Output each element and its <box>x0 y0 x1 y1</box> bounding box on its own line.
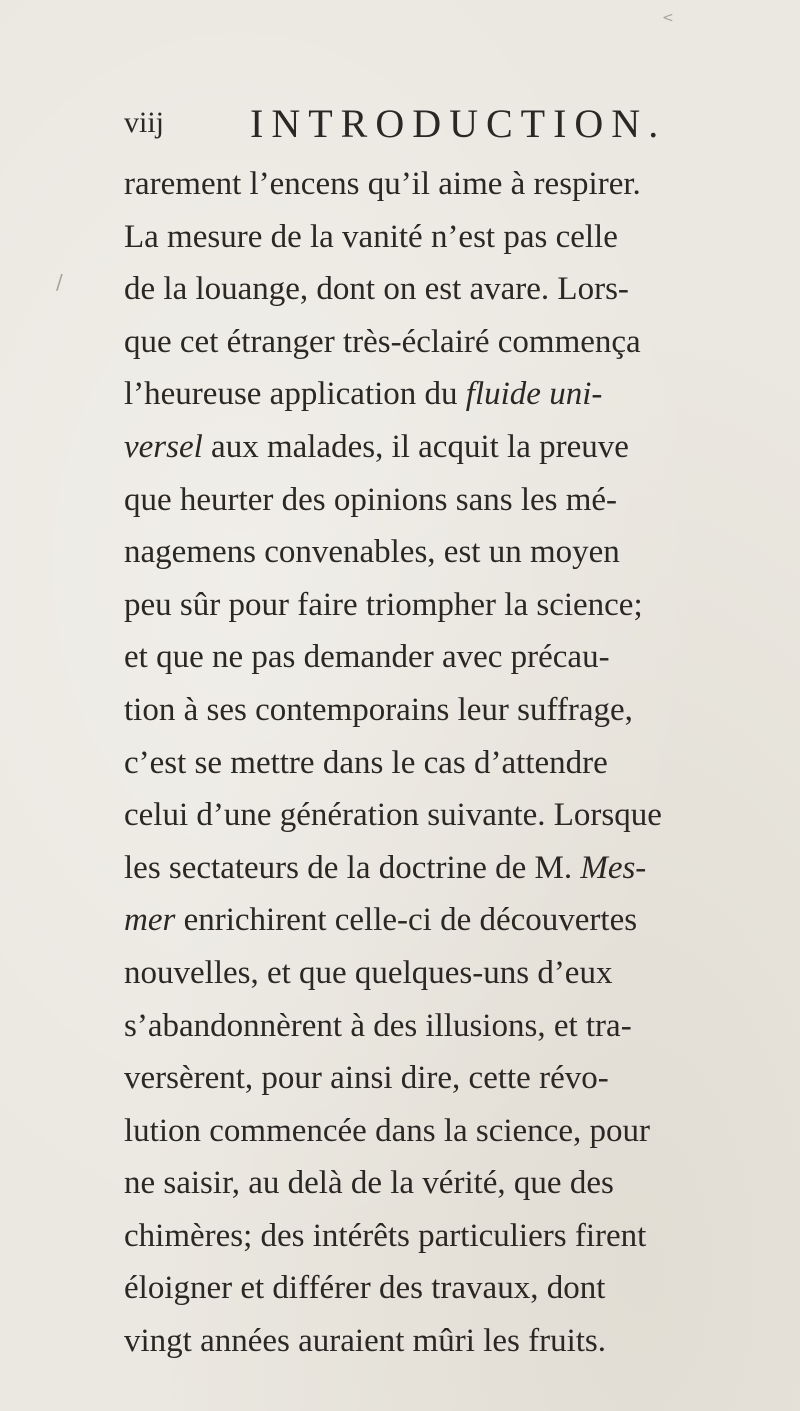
text-line <box>124 1157 744 1210</box>
text-line <box>124 1000 744 1053</box>
text-line <box>124 211 744 264</box>
body-text <box>124 158 744 1368</box>
text-segment: nagemens convenables, est un moyen <box>124 534 620 571</box>
text-segment: aux malades, il acquit la preuve <box>202 428 629 465</box>
italic-text: fluide uni- <box>465 376 603 413</box>
text-line <box>124 1315 744 1368</box>
text-segment: lution commencée dans la science, pour <box>124 1112 650 1149</box>
text-segment: ne saisir, au delà de la vérité, que des <box>124 1165 614 1202</box>
text-line <box>124 1262 744 1315</box>
text-line <box>124 684 744 737</box>
text-segment: versèrent, pour ainsi dire, cette révo- <box>124 1060 609 1097</box>
text-segment: celui d’une génération suivante. Lorsque <box>124 797 662 834</box>
text-segment: que cet étranger très-éclairé commença <box>124 323 641 360</box>
text-segment: s’abandonnèrent à des illusions, et tra- <box>124 1007 632 1044</box>
italic-text: versel <box>124 428 203 465</box>
text-segment: chimères; des intérêts particuliers firent <box>124 1217 647 1254</box>
text-segment: La mesure de la vanité n’est pas celle <box>124 218 618 255</box>
text-segment: peu sûr pour faire triompher la science; <box>124 586 643 623</box>
text-line <box>124 789 744 842</box>
text-line <box>124 421 744 474</box>
running-head: INTRODUCTION. <box>250 101 667 146</box>
text-segment: de la louange, dont on est avare. Lors- <box>124 271 629 308</box>
text-line <box>124 737 744 790</box>
text-segment: vingt années auraient mûri les fruits. <box>124 1323 607 1360</box>
text-line <box>124 1105 744 1158</box>
text-line <box>124 579 744 632</box>
text-segment: les sectateurs de la doctrine de M. <box>124 849 581 886</box>
italic-text: mer <box>124 902 176 939</box>
text-line <box>124 368 744 421</box>
text-segment: rarement l’encens qu’il aime à respirer. <box>124 166 641 202</box>
text-line <box>124 631 744 684</box>
text-segment: que heurter des opinions sans les mé- <box>124 481 618 518</box>
margin-stroke-mark: / <box>56 270 63 294</box>
text-line <box>124 316 744 369</box>
text-segment: éloigner et différer des travaux, dont <box>124 1270 606 1307</box>
text-line <box>124 474 744 527</box>
page-header <box>124 100 724 150</box>
text-segment: l’heureuse application du <box>124 376 466 413</box>
text-segment: tion à ses contemporains leur suffrage, <box>124 691 633 728</box>
text-segment: enrichirent celle-ci de découvertes <box>175 902 638 939</box>
text-line <box>124 158 744 211</box>
page-number: viij <box>124 106 165 139</box>
corner-stroke-mark: < <box>662 10 674 26</box>
text-line <box>124 842 744 895</box>
text-segment: et que ne pas demander avec précau- <box>124 639 610 676</box>
text-line <box>124 263 744 316</box>
text-line <box>124 947 744 1000</box>
text-line <box>124 1052 744 1105</box>
text-line <box>124 526 744 579</box>
text-line <box>124 894 744 947</box>
text-segment: nouvelles, et que quelques-uns d’eux <box>124 954 613 991</box>
text-line <box>124 1210 744 1263</box>
italic-text: Mes- <box>580 849 647 886</box>
text-segment: c’est se mettre dans le cas d’attendre <box>124 744 608 781</box>
